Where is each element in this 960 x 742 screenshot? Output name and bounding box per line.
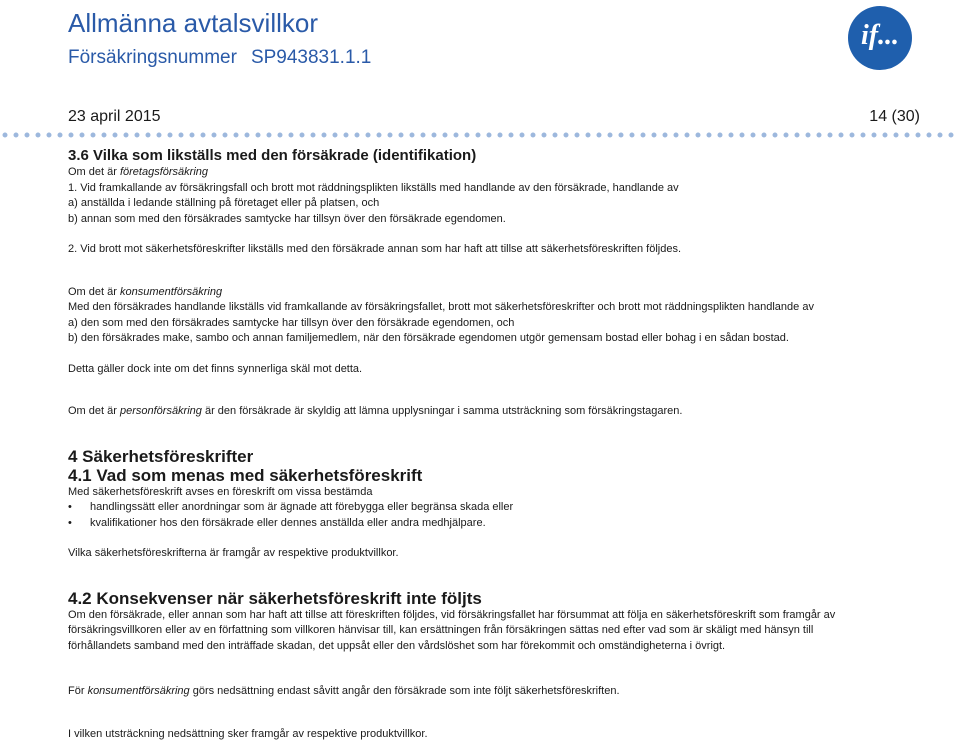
- section-4-2-line-3: förhållandets samband med den inträffade skadan, det uppsåt eller den vårdslöshet som har förekommit och omständigheterna i övrigt.: [68, 639, 928, 655]
- item-2: 2. Vid brott mot säkerhetsföreskrifter likställs med den försäkrade annan som har haft att tillse att säkerhetsföreskriften följdes.: [68, 242, 928, 258]
- logo-text: if...: [848, 20, 912, 52]
- consumer-4-2-rest: görs nedsättning endast såvitt angår den försäkrade som inte följt säkerhetsföreskriften.: [190, 685, 620, 697]
- document-title: Allmänna avtalsvillkor: [68, 8, 318, 39]
- consumer-prefix: Om det är: [68, 286, 120, 298]
- policy-label: Försäkringsnummer: [68, 47, 237, 68]
- bullet-item: • kvalifikationer hos den försäkrade eller dennes anställda eller andra medhjälpare.: [68, 516, 928, 532]
- person-term: personförsäkring: [120, 405, 202, 417]
- person-rest: är den försäkrade är skyldig att lämna upplysningar i samma utsträckning som försäkringstagaren.: [202, 405, 683, 417]
- section-4-2-last-line: I vilken utsträckning nedsättning sker framgår av respektive produktvillkor.: [68, 727, 928, 742]
- section-4-1-note: Vilka säkerhetsföreskrifterna är framgår av respektive produktvillkor.: [68, 546, 928, 562]
- bullet-item: • handlingssätt eller anordningar som är ägnade att förebygga eller begränsa skada eller: [68, 500, 928, 516]
- consumer-4-2-term: konsumentförsäkring: [88, 685, 190, 697]
- section-4-heading: 4 Säkerhetsföreskrifter: [68, 447, 928, 466]
- section-4-1-intro: Med säkerhetsföreskrift avses en föreskrift om vissa bestämda: [68, 485, 928, 501]
- section-4-2-consumer-line: [68, 684, 928, 700]
- policy-number-line: [68, 47, 385, 69]
- consumer-4-2-prefix: För: [68, 685, 88, 697]
- company-prefix: Om det är: [68, 166, 120, 178]
- section-4-2-line-1: Om den försäkrade, eller annan som har haft att tillse att föreskriften följdes, vid försäkringsfallet har försummat att följa en säkerhetsföreskrift som framgår av: [68, 608, 928, 624]
- person-insurance-line: [68, 404, 928, 420]
- consumer-line-a: a) den som med den försäkrades samtycke har tillsyn över den försäkrade egendomen, och: [68, 316, 928, 332]
- item-1a: a) anställda i ledande ställning på företaget eller på platsen, och: [68, 196, 928, 212]
- dotted-divider: [0, 130, 960, 140]
- section-4-2-line-2: försäkringsvillkoren eller av en författning som villkoren hänvisar till, kan ersättningen från försäkringen sättas ned efter vad som är skäligt med hänsyn till: [68, 623, 928, 639]
- consumer-line-b: b) den försäkrades make, sambo och annan familjemedlem, när den försäkrade egendomen utgör gemensam bostad eller bohag i en sådan bostad.: [68, 331, 928, 347]
- consumer-insurance-line: [68, 285, 928, 301]
- company-insurance-line: [68, 165, 928, 181]
- exception-line: Detta gäller dock inte om det finns synnerliga skäl mot detta.: [68, 362, 928, 378]
- section-4-2-heading: 4.2 Konsekvenser när säkerhetsföreskrift inte följts: [68, 589, 928, 608]
- policy-number: SP943831.1.1: [251, 47, 371, 68]
- consumer-term: konsumentförsäkring: [120, 286, 222, 298]
- consumer-line-1: Med den försäkrades handlande likställs vid framkallande av försäkringsfallet, brott mot säkerhetsföreskrifter och brott mot räddningsplikten handlande av: [68, 300, 928, 316]
- page-number: 14 (30): [869, 108, 920, 126]
- section-4-1-heading: 4.1 Vad som menas med säkerhetsföreskrift: [68, 466, 928, 485]
- section-3-6-heading: 3.6 Vilka som likställs med den försäkrade (identifikation): [68, 147, 928, 165]
- item-1b: b) annan som med den försäkrades samtycke har tillsyn över den försäkrade egendomen.: [68, 212, 928, 228]
- if-logo: [848, 6, 912, 70]
- document-date: 23 april 2015: [68, 108, 161, 126]
- person-prefix: Om det är: [68, 405, 120, 417]
- company-term: företagsförsäkring: [120, 166, 208, 178]
- item-1: 1. Vid framkallande av försäkringsfall och brott mot räddningsplikten likställs med handlande av den försäkrade, handlande av: [68, 181, 928, 197]
- document-body: [68, 147, 928, 742]
